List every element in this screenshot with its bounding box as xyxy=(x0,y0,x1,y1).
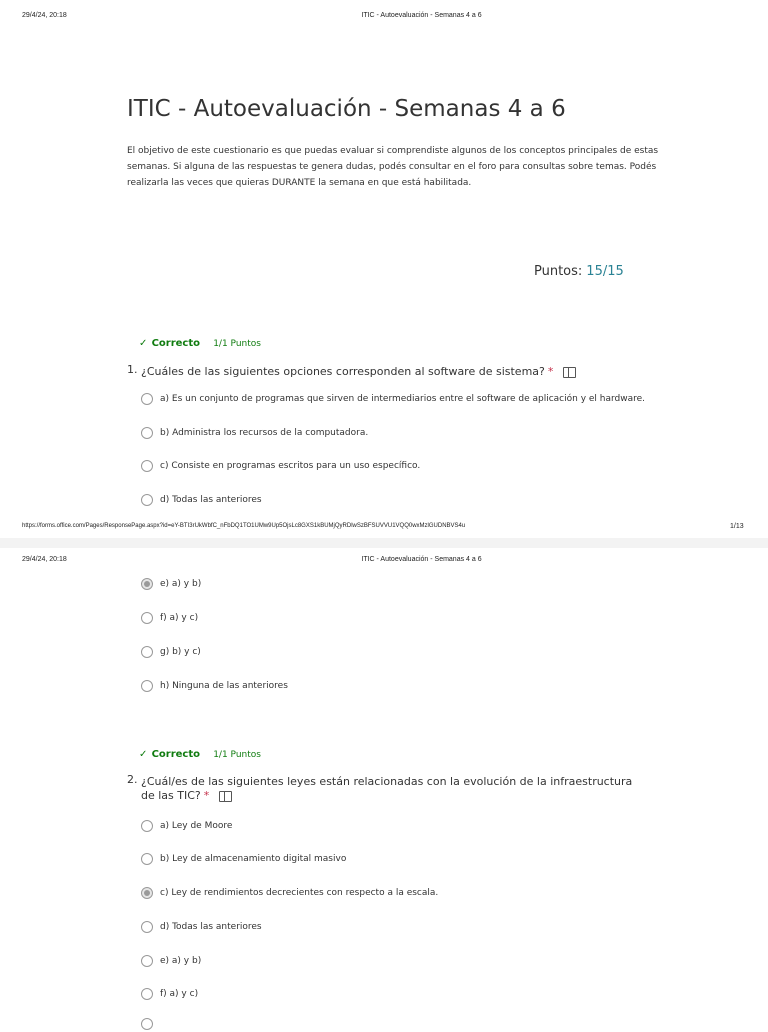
radio-button-selected[interactable] xyxy=(141,578,153,590)
status-label: Correcto xyxy=(151,338,201,349)
question-1-option-h[interactable] xyxy=(141,678,288,694)
radio-button[interactable] xyxy=(141,853,153,865)
print-title: ITIC - Autoevaluación - Semanas 4 a 6 xyxy=(361,12,482,19)
checkmark-icon: ✓ xyxy=(139,338,148,349)
option-label: a) Ley de Moore xyxy=(160,821,233,831)
print-datetime: 29/4/24, 20:18 xyxy=(22,556,67,563)
radio-button-selected[interactable] xyxy=(141,887,153,899)
immersive-reader-icon[interactable] xyxy=(563,367,576,378)
option-label: c) Ley de rendimientos decrecientes con respecto a la escala. xyxy=(160,888,439,898)
option-label: f) a) y c) xyxy=(160,989,199,999)
question-2-option-b[interactable] xyxy=(141,851,346,867)
radio-button[interactable] xyxy=(141,955,153,967)
checkmark-icon: ✓ xyxy=(139,749,148,760)
option-label: d) Todas las anteriores xyxy=(160,922,262,932)
option-label: b) Administra los recursos de la computadora. xyxy=(160,428,369,438)
score-label: Puntos: xyxy=(534,264,583,279)
question-2-option-d[interactable] xyxy=(141,919,262,935)
option-label: h) Ninguna de las anteriores xyxy=(160,681,288,691)
option-label: c) Consiste en programas escritos para un uso específico. xyxy=(160,461,421,471)
option-label: f) a) y c) xyxy=(160,613,199,623)
score-value: 15/15 xyxy=(586,264,624,279)
question-text: ¿Cuáles de las siguientes opciones corresponden al software de sistema? xyxy=(141,365,545,378)
option-label: d) Todas las anteriores xyxy=(160,495,262,505)
option-label: b) Ley de almacenamiento digital masivo xyxy=(160,854,347,864)
question-1-option-e[interactable] xyxy=(141,576,201,592)
question-2-option-c[interactable] xyxy=(141,885,438,901)
question-2 xyxy=(127,775,637,803)
page-break xyxy=(0,538,768,548)
print-page-number: 1/13 xyxy=(730,523,744,530)
score-display xyxy=(534,264,624,279)
question-number: 1. xyxy=(127,363,138,376)
radio-button[interactable] xyxy=(141,921,153,933)
points-label: 1/1 Puntos xyxy=(213,750,261,760)
print-url: https://forms.office.com/Pages/ResponsePage.aspx?id=eY-BTI3rUkWbfC_nFbDQ1TO1UMw9Up5OjsLc8GXS1kBUMjQyRDlwSzBFSUVVU1VQQ0wxMzlGUDNBVS4u xyxy=(22,523,466,529)
print-datetime: 29/4/24, 20:18 xyxy=(22,12,67,19)
option-label: e) a) y b) xyxy=(160,579,202,589)
question-2-option-g-partial[interactable] xyxy=(141,1016,160,1032)
question-number: 2. xyxy=(127,773,138,786)
radio-button[interactable] xyxy=(141,427,153,439)
required-mark: * xyxy=(203,789,210,802)
points-label: 1/1 Puntos xyxy=(213,339,261,349)
option-label: a) Es un conjunto de programas que sirven de intermediarios entre el software de aplicación y el hardware. xyxy=(160,394,646,404)
question-2-option-e[interactable] xyxy=(141,953,201,969)
radio-button[interactable] xyxy=(141,494,153,506)
question-text: ¿Cuál/es de las siguientes leyes están relacionadas con la evolución de la infraestructura de las TIC? xyxy=(141,775,633,802)
print-title: ITIC - Autoevaluación - Semanas 4 a 6 xyxy=(361,556,482,563)
radio-button[interactable] xyxy=(141,460,153,472)
question-1 xyxy=(127,365,657,379)
question-2-status xyxy=(139,749,261,760)
question-1-option-c[interactable] xyxy=(141,458,420,474)
form-description: El objetivo de este cuestionario es que puedas evaluar si comprendiste algunos de los conceptos principales de estas semanas. Si alguna de las respuestas te genera dudas, podés consultar en el foro para consultas sobre temas. Podés realizarla las veces que quieras DURANTE la semana en que está habilitada. xyxy=(127,146,659,188)
question-2-option-f[interactable] xyxy=(141,986,198,1002)
question-1-option-b[interactable] xyxy=(141,425,368,441)
radio-button[interactable] xyxy=(141,820,153,832)
required-mark: * xyxy=(547,365,554,378)
question-1-status xyxy=(139,338,261,349)
form-title: ITIC - Autoevaluación - Semanas 4 a 6 xyxy=(127,96,566,122)
question-1-option-f[interactable] xyxy=(141,610,198,626)
radio-button[interactable] xyxy=(141,680,153,692)
question-2-option-a[interactable] xyxy=(141,818,232,834)
radio-button[interactable] xyxy=(141,988,153,1000)
radio-button[interactable] xyxy=(141,612,153,624)
question-1-option-a[interactable] xyxy=(141,391,645,407)
option-label: e) a) y b) xyxy=(160,956,202,966)
immersive-reader-icon[interactable] xyxy=(219,791,232,802)
question-1-option-d[interactable] xyxy=(141,492,262,508)
status-label: Correcto xyxy=(151,749,201,760)
radio-button[interactable] xyxy=(141,1018,153,1030)
radio-button[interactable] xyxy=(141,393,153,405)
option-label: g) b) y c) xyxy=(160,647,201,657)
question-1-option-g[interactable] xyxy=(141,644,201,660)
radio-button[interactable] xyxy=(141,646,153,658)
